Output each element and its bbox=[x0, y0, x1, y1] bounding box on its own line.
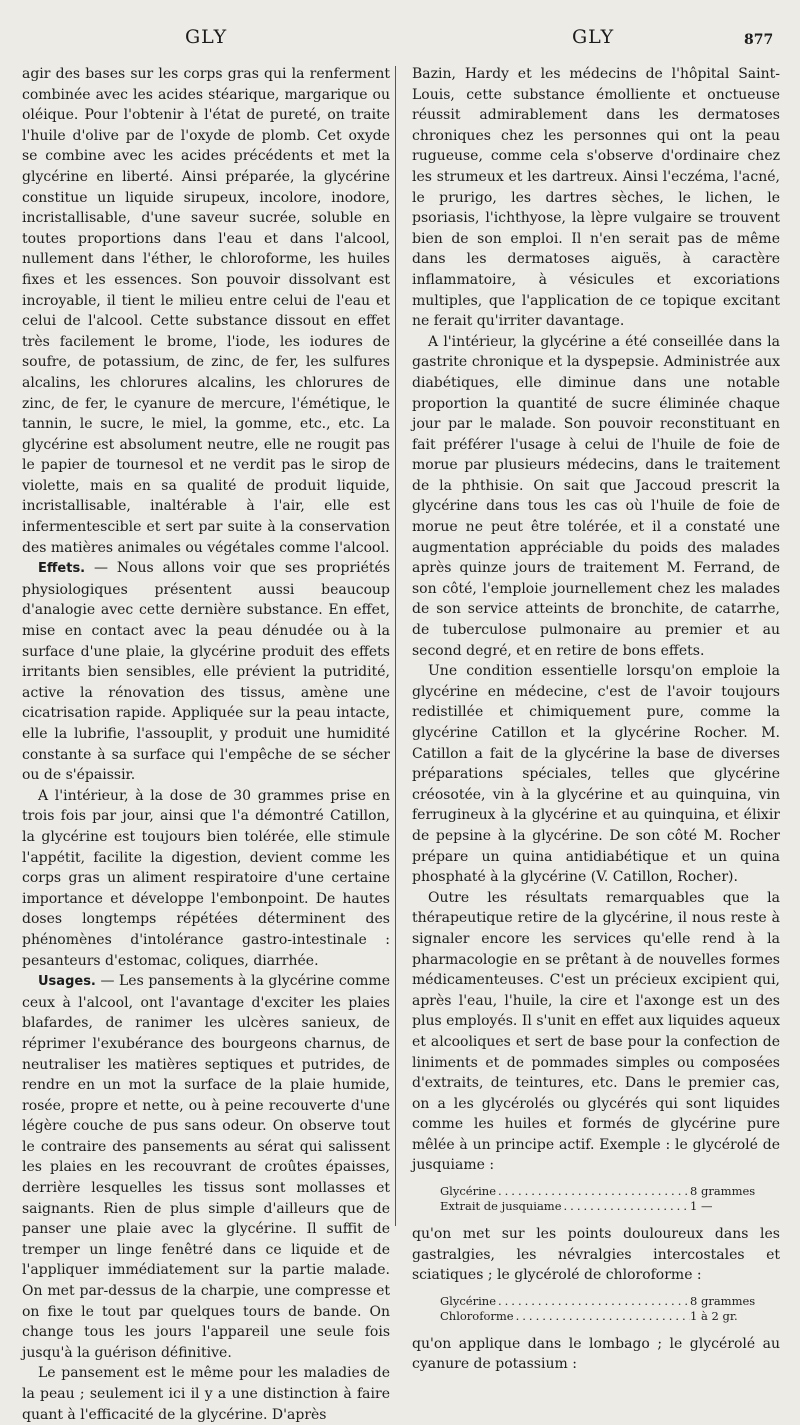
left-column bbox=[22, 64, 390, 1425]
ingredient-name: Extrait de jusquiame bbox=[440, 1199, 562, 1214]
ingredient-name: Glycérine bbox=[440, 1184, 496, 1199]
paragraph bbox=[412, 64, 780, 332]
dot-leader bbox=[496, 1294, 690, 1309]
dot-leader bbox=[562, 1199, 690, 1214]
column-divider bbox=[395, 66, 396, 1226]
ingredient-quantity: 1 — bbox=[690, 1199, 713, 1214]
ingredient-name: Chloroforme bbox=[440, 1308, 514, 1323]
dot-leader bbox=[496, 1184, 690, 1199]
formula-block bbox=[440, 1184, 770, 1214]
paragraph-text: A l'intérieur, à la dose de 30 grammes prise en trois fois par jour, ainsi que l'a démontré Catillon, la glycérine est toujours bien tolérée, elle stimule l'appétit, facilite la digestion, devient comme les corps gras un aliment respiratoire d'une certaine importance et développe l'embonpoint. De hautes doses longtemps répétées déterminent des phénomènes d'intolérance gastro-intestinale : pesanteurs d'estomac, coliques, diarrhée. bbox=[22, 787, 390, 969]
paragraph bbox=[22, 971, 390, 1363]
right-column bbox=[412, 64, 780, 1375]
formula-block bbox=[440, 1294, 770, 1324]
paragraph bbox=[412, 1334, 780, 1375]
formula-line bbox=[440, 1199, 770, 1214]
paragraph-text: qu'on applique dans le lombago ; le glycérolé au cyanure de potassium : bbox=[412, 1335, 780, 1373]
running-head-left: GLY bbox=[185, 26, 228, 48]
formula-line bbox=[440, 1309, 770, 1324]
paragraph bbox=[22, 558, 390, 786]
page-number: 877 bbox=[744, 32, 774, 48]
paragraph bbox=[22, 786, 390, 971]
paragraph bbox=[22, 64, 390, 558]
paragraph-text: — Nous allons voir que ses propriétés physiologiques présentent aussi beaucoup d'analogie avec cette dernière substance. En effet, mise en contact avec la peau dénudée ou à la surface d'une plaie, la glycérine produit des effets irritants bien sensibles, elle prévient la putridité, active la rénovation des tissus, amène une cicatrisation rapide. Appliquée sur la peau intacte, elle la lubrifie, l'assouplit, y produit une humidité constante à sa surface qui l'empêche de se sécher ou de s'épaissir. bbox=[22, 560, 390, 784]
paragraph bbox=[22, 1363, 390, 1425]
dot-leader bbox=[514, 1309, 690, 1324]
paragraph-text: — Les pansements à la glycérine comme ceux à l'alcool, ont l'avantage d'exciter les plaies blafardes, de ranimer les ulcères sanieux, de réprimer l'exubérance des bourgeons charnus, de neutraliser les matières septiques et putrides, de rendre en un mot la surface de la plaie humide, rosée, propre et nette, ou à peine recouverte d'une légère couche de pus sans odeur. On observe tout le contraire des pansements au sérat qui salissent les plaies en les recouvrant de croûtes épaisses, derrière lesquelles les tissus sont mollasses et saignants. Rien de plus simple d'ailleurs que de panser une plaie avec la glycérine. Il suffit de tremper un linge fenêtré dans ce liquide et de l'appliquer immédiatement sur la partie malade. On met par-dessus de la charpie, une compresse et on fixe le tout par quelques tours de bande. On change tous les jours l'appareil une seule fois jusqu'à la guérison définitive. bbox=[22, 973, 390, 1361]
paragraph-text: Bazin, Hardy et les médecins de l'hôpital Saint-Louis, cette substance émolliente et onctueuse réussit admirablement dans les dermatoses chroniques chez les personnes qui ont la peau rugueuse, comme cela s'observe d'ordinaire chez les strumeux et les dartreux. Ainsi l'eczéma, l'acné, le prurigo, les dartres sèches, le lichen, le psoriasis, l'ichthyose, la lèpre vulgaire se trouvent bien de son emploi. Il n'en serait pas de même dans les dermatoses aiguës, à caractère inflammatoire, à vésicules et excoriations multiples, que l'application de ce topique excitant ne ferait qu'irriter davantage. bbox=[412, 66, 780, 330]
paragraph-text: Une condition essentielle lorsqu'on emploie la glycérine en médecine, c'est de l'avoir toujours redistillée et chimiquement pure, comme la glycérine Catillon et la glycérine Rocher. M. Catillon a fait de la glycérine la base de diverses préparations spéciales, telles que glycérine créosotée, vin à la glycérine et au quinquina, vin ferrugineux à la glycérine et au quinquina, et élixir de pepsine à la glycérine. De son côté M. Rocher prépare un quina antidiabétique et un quina phosphaté à la glycérine (V. Catillon, Rocher). bbox=[412, 663, 780, 886]
ingredient-quantity: 1 à 2 gr. bbox=[690, 1308, 738, 1323]
rubric-heading: Usages. bbox=[38, 974, 96, 990]
ingredient-name: Glycérine bbox=[440, 1293, 496, 1308]
ingredient-quantity: 8 grammes bbox=[690, 1184, 756, 1199]
paragraph bbox=[412, 332, 780, 662]
formula-line bbox=[440, 1184, 770, 1199]
paragraph bbox=[412, 1224, 780, 1286]
rubric-heading: Effets. bbox=[38, 561, 86, 577]
paragraph-text: Le pansement est le même pour les maladies de la peau ; seulement ici il y a une distinction à faire quant à l'efficacité de la glycérine. D'après bbox=[22, 1365, 390, 1423]
formula-line bbox=[440, 1294, 770, 1309]
paragraph bbox=[412, 661, 780, 888]
paragraph-text: agir des bases sur les corps gras qui la renferment combinée avec les acides stéarique, margarique ou oléique. Pour l'obtenir à l'état de pureté, on traite l'huile d'olive par de l'oxyde de plomb. Cet oxyde se combine avec les acides précédents et met la glycérine en liberté. Ainsi préparée, la glycérine constitue un liquide sirupeux, incolore, inodore, incristallisable, d'une saveur sucrée, soluble en toutes proportions dans l'eau et dans l'alcool, nullement dans l'éther, le chloroforme, les huiles fixes et les essences. Son pouvoir dissolvant est incroyable, il tient le milieu entre celui de l'eau et celui de l'alcool. Cette substance dissout en effet très facilement le brome, l'iode, les iodures de soufre, de potassium, de zinc, de fer, les sulfures alcalins, les chlorures alcalins, les chlorures de zinc, de fer, le cyanure de mercure, l'émétique, le tannin, le sucre, le miel, la gomme, etc., etc. La glycérine est absolument neutre, elle ne rougit pas le papier de tournesol et ne verdit pas le sirop de violette, mais en sa qualité de produit liquide, incristallisable, inaltérable à l'air, elle est infermentescible et sert par suite à la conservation des matières animales ou végétales comme l'alcool. bbox=[22, 66, 390, 556]
paragraph bbox=[412, 888, 780, 1176]
running-head-right: GLY bbox=[572, 26, 615, 48]
ingredient-quantity: 8 grammes bbox=[690, 1293, 756, 1308]
paragraph-text: Outre les résultats remarquables que la thérapeutique retire de la glycérine, il nous reste à signaler encore les services qu'elle rend à la pharmacologie en se prêtant à de nouvelles formes médicamenteuses. C'est un précieux excipient qui, après l'eau, l'huile, la cire et l'axonge est un des plus employés. Il s'unit en effet aux liquides aqueux et alcooliques et sert de base pour la confection de liniments et de pommades simples ou composées d'extraits, de teintures, etc. Dans le premier cas, on a les glycérolés ou glycérés qui sont liquides comme les huiles et formés de glycérine pure mêlée à un principe actif. Exemple : le glycérolé de jusquiame : bbox=[412, 889, 780, 1174]
paragraph-text: A l'intérieur, la glycérine a été conseillée dans la gastrite chronique et la dyspepsie. Administrée aux diabétiques, elle diminue dans une notable proportion la quantité de sucre éliminée chaque jour par le malade. Son pouvoir reconstituant en fait préférer l'usage à celui de l'huile de foie de morue par plusieurs médecins, dans le traitement de la phthisie. On sait que Jaccoud prescrit la glycérine dans tous les cas où l'huile de foie de morue ne peut être tolérée, et il a constaté une augmentation appréciable du poids des malades après quinze jours de traitement M. Ferrand, de son côté, l'emploie journellement chez les malades de son service atteints de bronchite, de catarrhe, de tuberculose pulmonaire au premier et au second degré, et en retire de bons effets. bbox=[412, 333, 780, 659]
paragraph-text: qu'on met sur les points douloureux dans les gastralgies, les névralgies intercostales et sciatiques ; le glycérolé de chloroforme : bbox=[412, 1226, 780, 1284]
